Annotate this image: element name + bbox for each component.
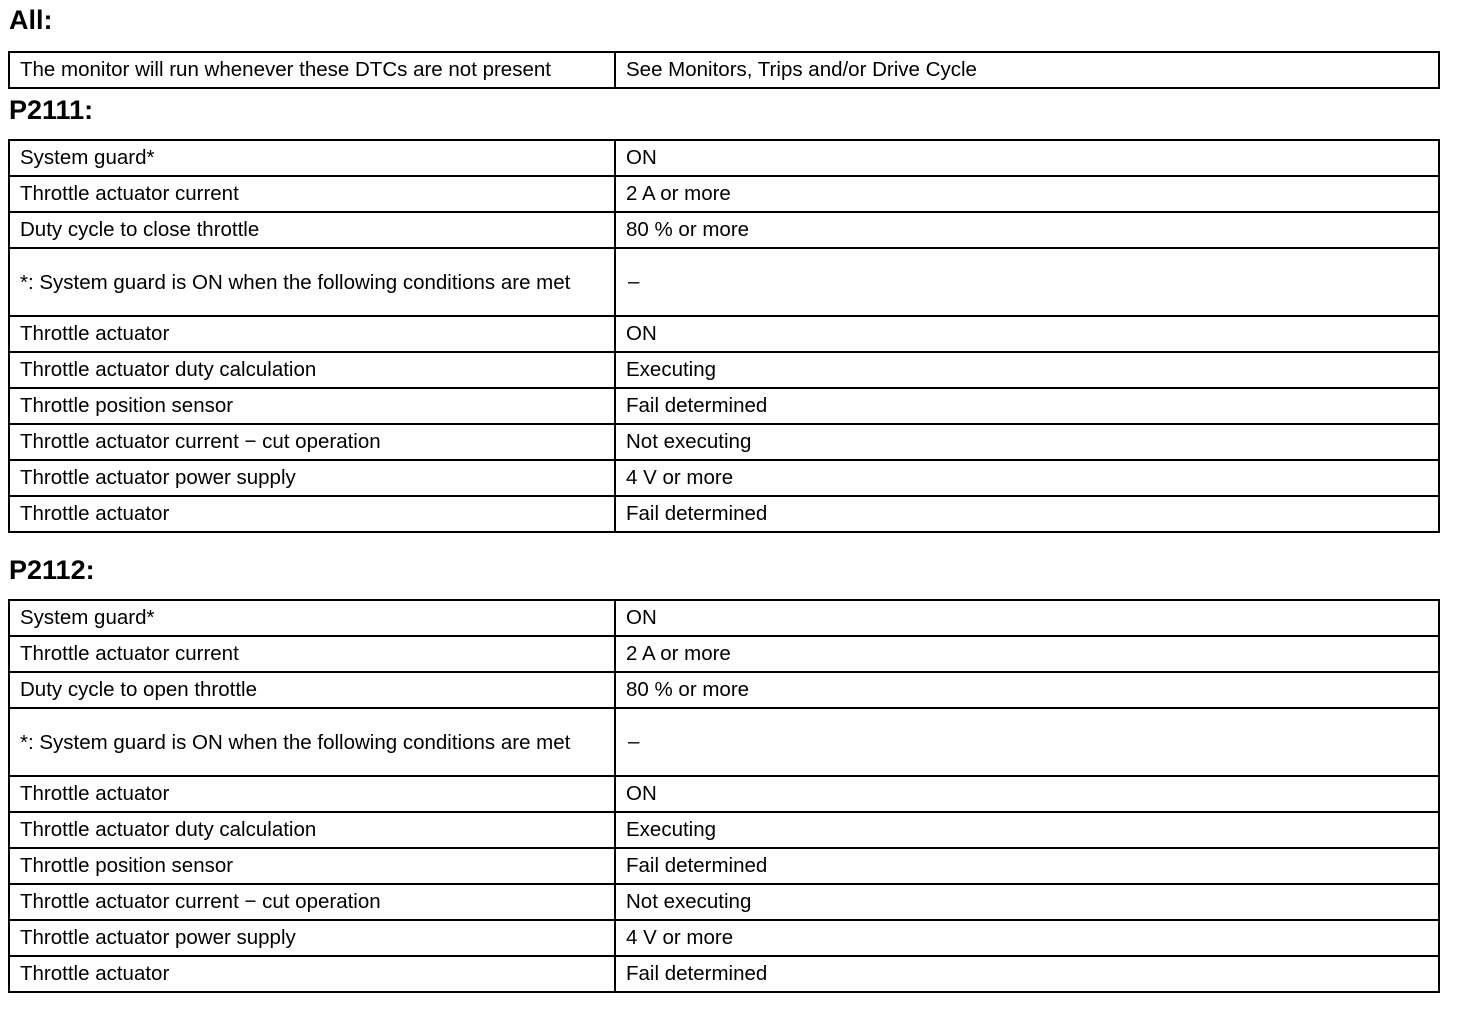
section-heading-all: All: (9, 5, 53, 35)
condition-cell: Duty cycle to close throttle (9, 212, 615, 248)
value-cell: ON (615, 140, 1439, 176)
condition-cell: Throttle position sensor (9, 388, 615, 424)
table-row (9, 140, 1439, 176)
value-cell: ON (615, 776, 1439, 812)
table-row (9, 776, 1439, 812)
condition-cell: Throttle actuator current (9, 636, 615, 672)
value-cell: Fail determined (615, 496, 1439, 532)
condition-cell: Throttle actuator duty calculation (9, 812, 615, 848)
table-row (9, 884, 1439, 920)
value-cell: Executing (615, 812, 1439, 848)
value-cell: 4 V or more (615, 920, 1439, 956)
condition-cell: Throttle actuator power supply (9, 920, 615, 956)
condition-cell: Throttle actuator current − cut operation (9, 884, 615, 920)
condition-cell: Throttle actuator (9, 776, 615, 812)
condition-cell: *: System guard is ON when the following conditions are met (9, 248, 615, 316)
value-cell: 2 A or more (615, 176, 1439, 212)
condition-cell: *: System guard is ON when the following conditions are met (9, 708, 615, 776)
value-cell: – (615, 708, 1439, 776)
table-row (9, 352, 1439, 388)
table-row (9, 636, 1439, 672)
value-cell: – (615, 248, 1439, 316)
table-row (9, 600, 1439, 636)
value-cell: Not executing (615, 424, 1439, 460)
table-row (9, 316, 1439, 352)
conditions-table-all (8, 51, 1440, 89)
condition-cell: Throttle actuator power supply (9, 460, 615, 496)
value-cell: 4 V or more (615, 460, 1439, 496)
condition-cell: Throttle actuator current (9, 176, 615, 212)
table-row (9, 812, 1439, 848)
condition-cell: System guard* (9, 600, 615, 636)
table-row (9, 920, 1439, 956)
table-row (9, 956, 1439, 992)
table-row (9, 52, 1439, 88)
value-cell: 2 A or more (615, 636, 1439, 672)
table-row (9, 848, 1439, 884)
table-row (9, 672, 1439, 708)
table-row (9, 388, 1439, 424)
condition-cell: Throttle actuator (9, 956, 615, 992)
table-row (9, 248, 1439, 316)
table-row (9, 176, 1439, 212)
value-cell: 80 % or more (615, 672, 1439, 708)
conditions-table-p2112 (8, 599, 1440, 993)
condition-cell: Throttle position sensor (9, 848, 615, 884)
condition-cell: Throttle actuator current − cut operation (9, 424, 615, 460)
table-row (9, 496, 1439, 532)
value-cell: Not executing (615, 884, 1439, 920)
condition-cell: System guard* (9, 140, 615, 176)
table-row (9, 460, 1439, 496)
value-cell: Fail determined (615, 848, 1439, 884)
table-row (9, 708, 1439, 776)
value-cell: Executing (615, 352, 1439, 388)
value-cell: ON (615, 600, 1439, 636)
value-cell: ON (615, 316, 1439, 352)
condition-cell: Throttle actuator (9, 316, 615, 352)
value-cell: 80 % or more (615, 212, 1439, 248)
value-cell: Fail determined (615, 388, 1439, 424)
table-row (9, 212, 1439, 248)
section-heading-p2112: P2112: (9, 555, 95, 585)
condition-cell: Throttle actuator duty calculation (9, 352, 615, 388)
condition-cell: The monitor will run whenever these DTCs are not present (9, 52, 615, 88)
value-cell: See Monitors, Trips and/or Drive Cycle (615, 52, 1439, 88)
condition-cell: Throttle actuator (9, 496, 615, 532)
section-heading-p2111: P2111: (9, 95, 94, 125)
condition-cell: Duty cycle to open throttle (9, 672, 615, 708)
conditions-table-p2111 (8, 139, 1440, 533)
table-row (9, 424, 1439, 460)
value-cell: Fail determined (615, 956, 1439, 992)
